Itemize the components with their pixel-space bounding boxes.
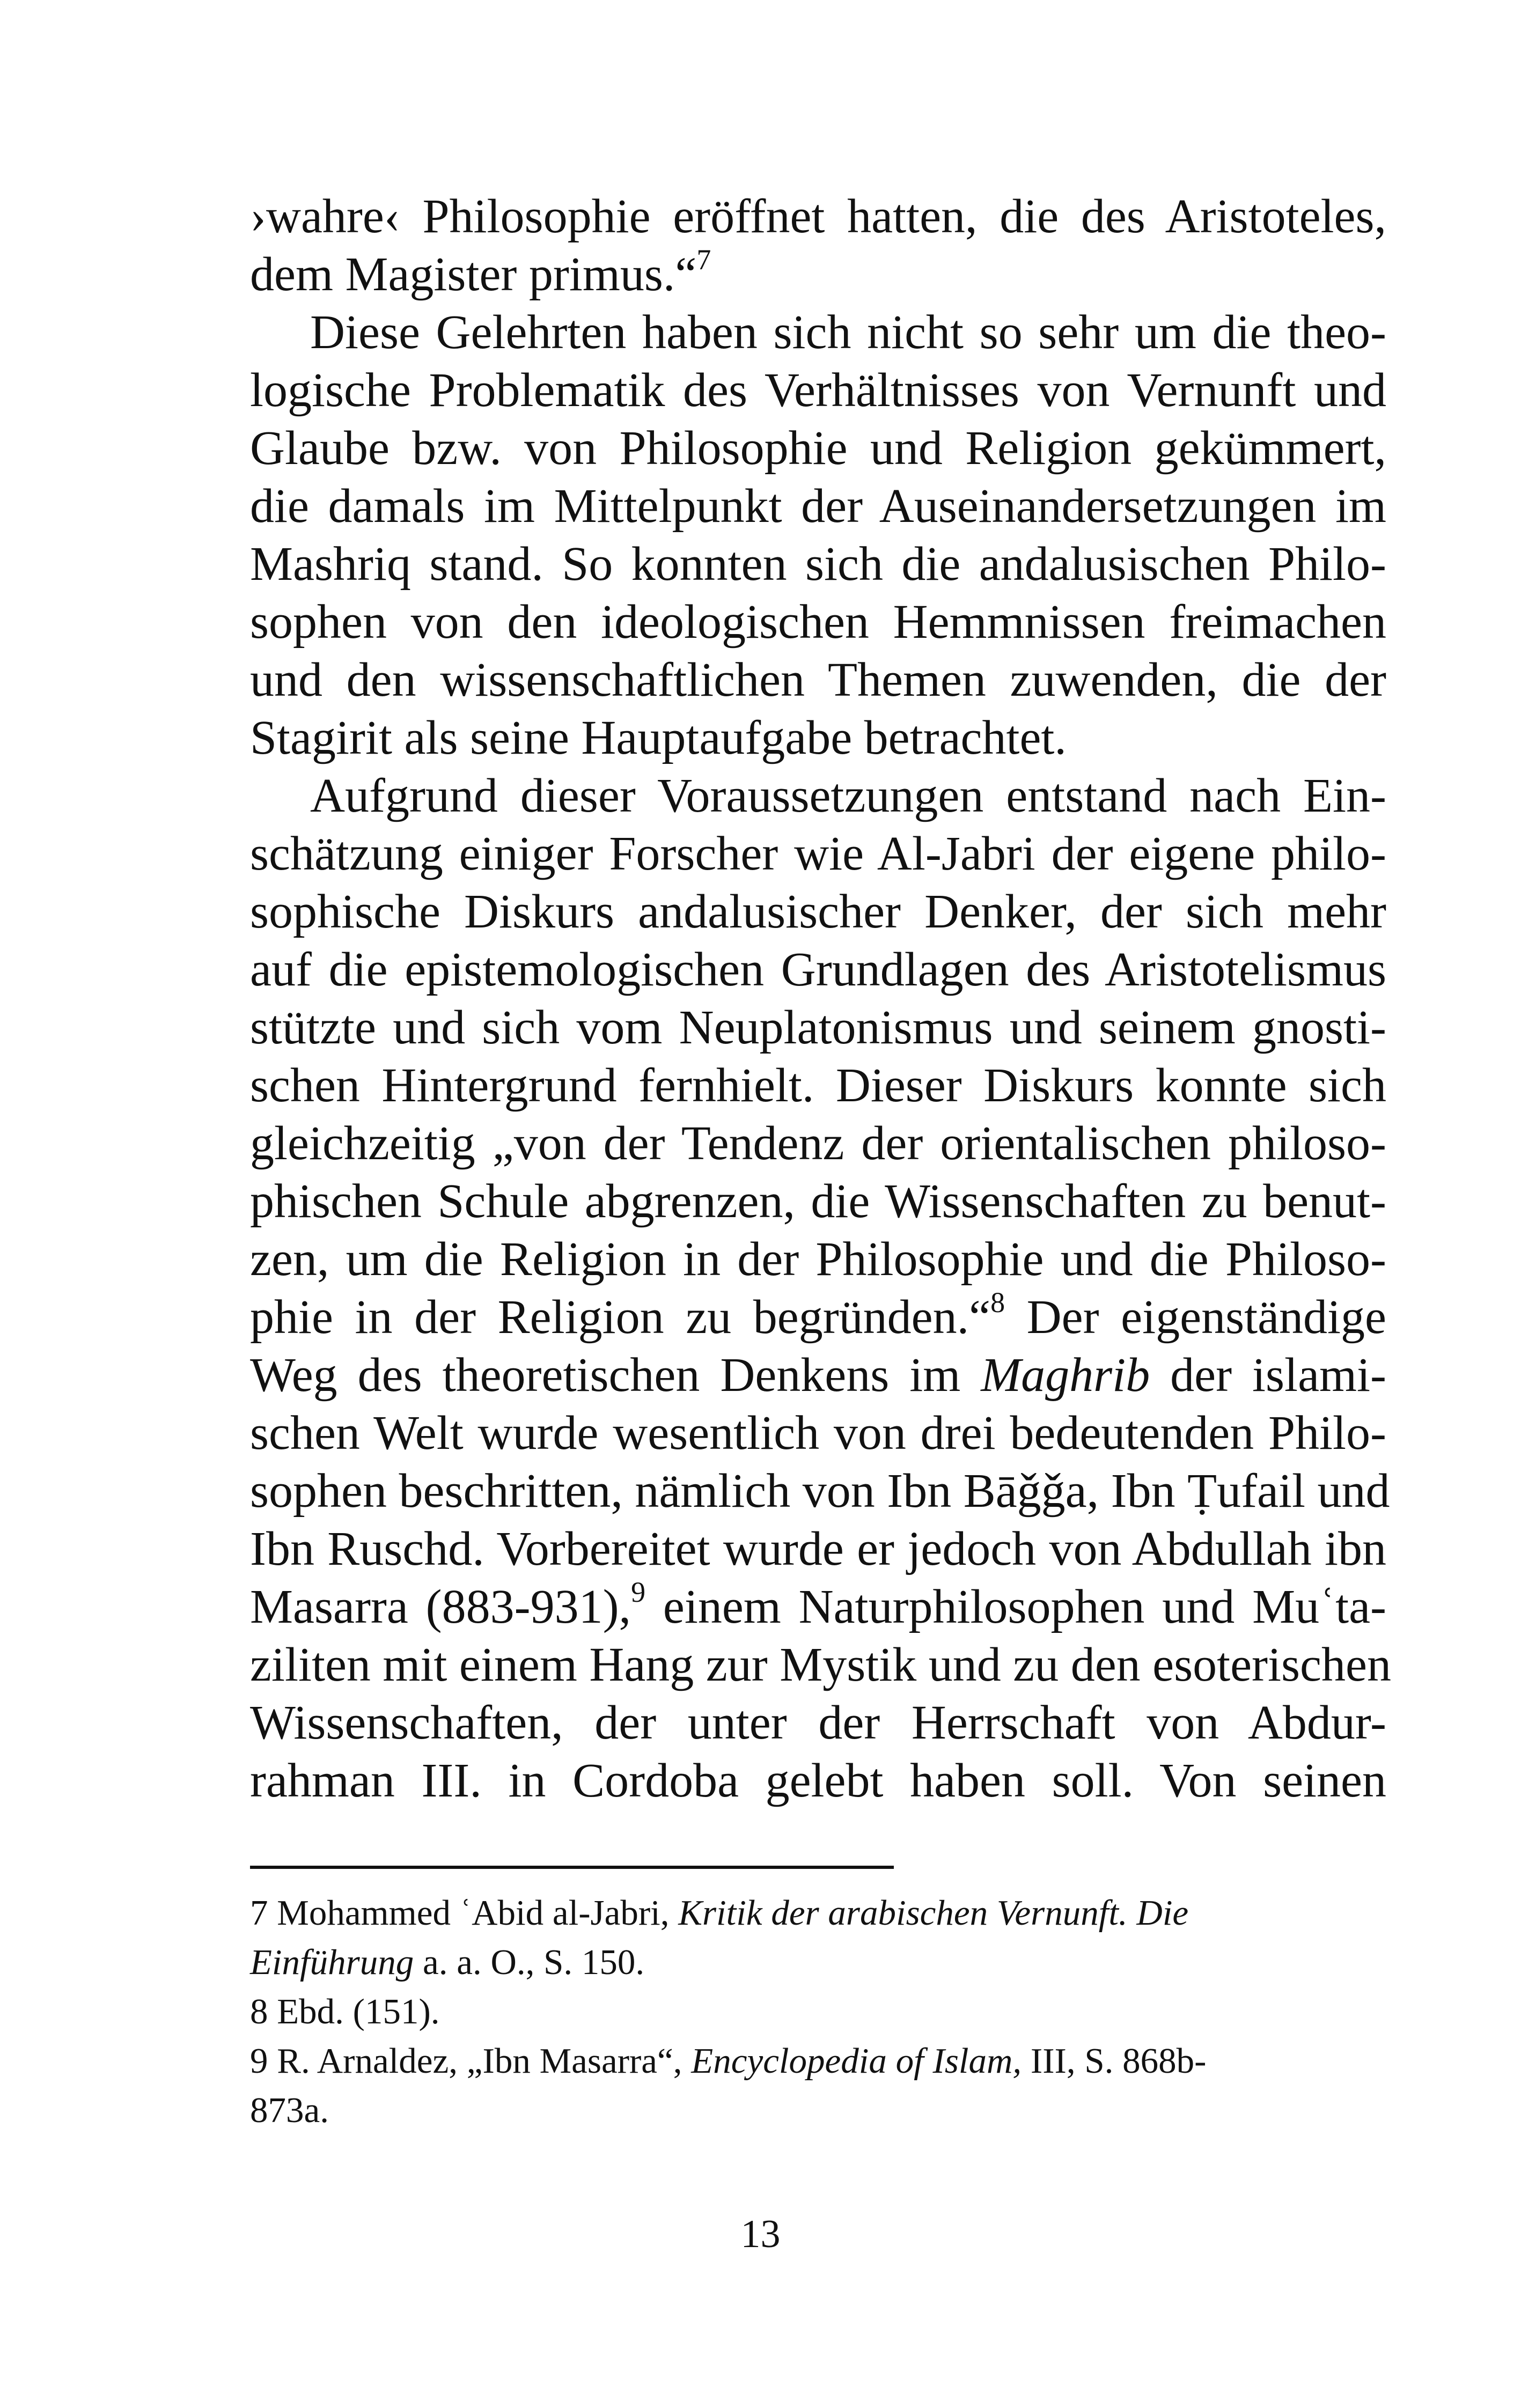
footnote (250, 1888, 1323, 1987)
body-line (250, 1346, 1386, 1404)
body-line-text: Masarra (883-931), (250, 1580, 631, 1633)
page-number: 13 (740, 2212, 781, 2256)
footnote-ref: 9 (631, 1576, 646, 1608)
footnote-title: Einführung (250, 1942, 414, 1982)
footnote-text: 8 Ebd. (151). (250, 1992, 440, 2031)
body-line (250, 883, 1386, 941)
body-line-text: ziliten mit einem Hang zur Mystik und zu den esoterischen (250, 1638, 1391, 1691)
body-line-text: Weg des theoretischen Denkens im (250, 1349, 981, 1402)
body-line (250, 1231, 1386, 1288)
body-line-text: schätzung einiger Forscher wie Al-Jabri der eigene philo- (250, 827, 1386, 880)
footnotes (250, 1888, 1323, 2135)
body-text (250, 188, 1391, 1810)
body-line (250, 941, 1386, 999)
body-line (250, 1115, 1386, 1173)
footnote-title: Encyclopedia of Islam, (691, 2041, 1022, 2081)
body-line-text-after: einem Naturphilosophen und Muʿta- (645, 1580, 1387, 1633)
body-line (250, 651, 1386, 709)
footnote-line (250, 2086, 1323, 2135)
body-line-text: gleichzeitig „von der Tendenz der orientalischen philoso- (250, 1117, 1386, 1170)
body-line-text: rahman III. in Cordoba gelebt haben soll. Von seinen (250, 1754, 1386, 1807)
footnote-line (250, 2036, 1323, 2086)
body-line-text: sophen beschritten, nämlich von Ibn Bāǧǧa, Ibn Ṭufail und (250, 1464, 1390, 1518)
body-line (250, 1520, 1386, 1578)
body-line (250, 825, 1386, 883)
footnote-text: III, S. 868b- (1022, 2041, 1207, 2081)
body-line-text: Glaube bzw. von Philosophie und Religion gekümmert, (250, 422, 1386, 475)
body-line (250, 1694, 1386, 1752)
body-line-text: stützte und sich vom Neuplatonismus und seinem gnosti- (250, 1001, 1386, 1054)
body-line-text: Ibn Ruschd. Vorbereitet wurde er jedoch von Abdullah ibn (250, 1522, 1386, 1575)
body-line-text: Diese Gelehrten haben sich nicht so sehr um die theo- (310, 306, 1386, 359)
body-line-text: die damals im Mittelpunkt der Auseinandersetzungen im (250, 480, 1386, 533)
body-line (250, 477, 1386, 535)
footnote-text: a. a. O., S. 150. (414, 1942, 645, 1982)
footnote-text: 7 Mohammed ʿAbid al-Jabri, (250, 1893, 679, 1933)
body-line (250, 419, 1386, 477)
footnote-ref: 7 (696, 244, 711, 276)
body-line (250, 593, 1386, 651)
body-line-text: dem Magister primus.“ (250, 248, 697, 301)
footnote-line (250, 1888, 1323, 1938)
body-line-text: auf die epistemologischen Grundlagen des Aristotelismus (250, 943, 1386, 996)
footnote-line (250, 1987, 1323, 2036)
body-line-text: Aufgrund dieser Voraussetzungen entstand nach Ein- (310, 769, 1386, 822)
body-line (250, 999, 1386, 1057)
body-line (250, 304, 1386, 362)
body-line-text-after: der islami- (1150, 1349, 1386, 1402)
body-line-text: schen Welt wurde wesentlich von drei bedeutenden Philo- (250, 1406, 1386, 1460)
body-line-text: sophen von den ideologischen Hemmnissen freimachen (250, 595, 1386, 649)
body-line-text: phischen Schule abgrenzen, die Wissenschaften zu benut- (250, 1175, 1386, 1228)
body-line-text: zen, um die Religion in der Philosophie und die Philoso- (250, 1233, 1386, 1286)
body-line-text-after: Der eigenständige (1005, 1291, 1386, 1344)
footnote (250, 2036, 1323, 2135)
body-line (250, 1752, 1386, 1810)
body-line (250, 1173, 1386, 1231)
body-line-text: logische Problematik des Verhältnisses von Vernunft und (250, 364, 1386, 417)
body-line (250, 535, 1386, 593)
body-line-text: Wissenschaften, der unter der Herrschaft von Abdur- (250, 1696, 1386, 1749)
body-line (250, 1404, 1386, 1462)
body-line (250, 1636, 1391, 1694)
footnote-title: Kritik der arabischen Vernunft. Die (678, 1893, 1189, 1933)
body-line (250, 246, 1386, 304)
body-line-text: schen Hintergrund fernhielt. Dieser Diskurs konnte sich (250, 1059, 1386, 1112)
footnote-text: 873a. (250, 2090, 329, 2130)
body-line-text: ›wahre‹ Philosophie eröffnet hatten, die des Aristoteles, (250, 190, 1386, 243)
body-line-text: Stagirit als seine Hauptaufgabe betrachtet. (250, 711, 1067, 764)
footnote-line (250, 1938, 1323, 1987)
body-line-text: Mashriq stand. So konnten sich die andalusischen Philo- (250, 537, 1386, 591)
body-line (250, 767, 1386, 825)
body-line (250, 1462, 1390, 1520)
footnote-ref: 8 (990, 1286, 1005, 1319)
body-line-italic: Maghrib (981, 1349, 1150, 1402)
body-line-text: und den wissenschaftlichen Themen zuwenden, die der (250, 653, 1386, 706)
body-line (250, 362, 1386, 419)
body-line (250, 1057, 1386, 1115)
body-line (250, 188, 1386, 246)
body-line (250, 1578, 1386, 1636)
body-line-text: phie in der Religion zu begründen.“ (250, 1291, 991, 1344)
footnote-text: 9 R. Arnaldez, „Ibn Masarra“, (250, 2041, 692, 2081)
footnote-separator (250, 1866, 894, 1869)
body-line-text: sophische Diskurs andalusischer Denker, der sich mehr (250, 885, 1386, 938)
body-line (250, 1288, 1386, 1346)
footnote (250, 1987, 1323, 2036)
body-line (250, 709, 1386, 767)
